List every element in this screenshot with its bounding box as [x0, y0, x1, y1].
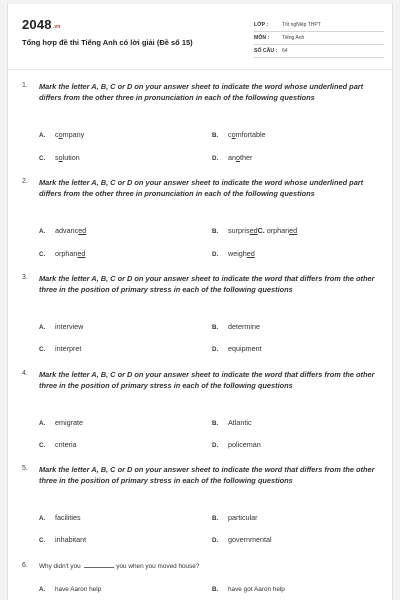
option-letter: C. [39, 251, 46, 258]
divider [254, 31, 384, 32]
option-c[interactable] [39, 153, 80, 162]
meta-key: LỚP : [254, 22, 269, 28]
option-text: lution [62, 153, 80, 162]
divider [254, 44, 384, 45]
question-text-before: Why didn't you [39, 563, 81, 570]
question-text: Mark the letter A, B, C or D on your answer sheet to indicate the word that differs from the other three in the position of primary stress in each of the following questions [39, 465, 375, 485]
question-number: 4. [22, 370, 28, 377]
page-title: Tổng hợp đề thi Tiếng Anh có lời giải (Đề số 15) [22, 38, 193, 47]
option-letter: A. [39, 228, 46, 235]
option-b[interactable] [212, 513, 258, 522]
option-text: weigh [228, 249, 247, 258]
question-text: Mark the letter A, B, C or D on your answer sheet to indicate the word whose underlined part differs from the other three in pronunciation in each of the following questions [39, 82, 364, 102]
exam-page [7, 4, 393, 600]
meta-key: SỐ CÂU : [254, 48, 278, 54]
option-text: interpret [55, 344, 82, 353]
question-number: 2. [22, 178, 28, 185]
option-underlined: ed [77, 249, 86, 258]
site-logo[interactable] [22, 17, 61, 32]
option-letter: A. [39, 586, 46, 593]
option-text: inhabitant [55, 535, 87, 544]
option-text: an [228, 153, 236, 162]
option-letter: B. [212, 228, 219, 235]
option-underlined: o [236, 153, 240, 162]
option-d[interactable] [212, 249, 255, 258]
option-text: c [228, 130, 232, 139]
option-letter: C. [39, 155, 46, 162]
option-text: interview [55, 322, 84, 331]
question-number: 1. [22, 82, 28, 89]
option-letter: C. [39, 442, 46, 449]
option-text: have Aaron help [55, 586, 102, 593]
option-letter: A. [39, 324, 46, 331]
option-c[interactable] [39, 440, 77, 449]
option-underlined: ed [246, 249, 255, 258]
option-b[interactable] [212, 586, 285, 593]
logo-main: 2048 [22, 17, 52, 32]
meta-class [254, 22, 382, 28]
question-text [39, 562, 379, 571]
option-letter: B. [212, 132, 219, 139]
option-letter: B. [212, 586, 219, 593]
option-letter: B. [212, 324, 219, 331]
option-text: advanc [55, 226, 79, 235]
option-letter: A. [39, 420, 46, 427]
option-letter: D. [212, 346, 219, 353]
option-text: c [55, 130, 59, 139]
question-text: Mark the letter A, B, C or D on your answer sheet to indicate the word that differs from the other three in the position of primary stress in each of the following questions [39, 370, 375, 390]
question-text: Mark the letter A, B, C or D on your answer sheet to indicate the word whose underlined part differs from the other three in pronunciation in each of the following questions [39, 178, 364, 198]
option-c[interactable] [39, 344, 81, 353]
option-underlined: ed [289, 226, 298, 235]
meta-value: Tốt ngNiệp THPT [282, 22, 321, 28]
option-text: mpany [62, 130, 85, 139]
option-underlined: o [58, 153, 63, 162]
option-text: policeman [228, 440, 261, 449]
option-text: Atlantic [228, 418, 252, 427]
option-text: emigrate [55, 418, 83, 427]
option-letter: D. [212, 251, 219, 258]
option-underlined: ed [249, 226, 258, 235]
option-c[interactable] [39, 249, 85, 258]
option-d[interactable] [212, 153, 252, 162]
meta-count [254, 48, 382, 54]
option-b[interactable] [212, 130, 266, 139]
meta-subject [254, 35, 382, 41]
option-text: determine [228, 322, 260, 331]
option-text: have got Aaron help [228, 586, 285, 593]
option-letter: A. [39, 515, 46, 522]
answer-blank [84, 562, 114, 568]
option-text: criteria [55, 440, 77, 449]
option-letter: B. [212, 420, 219, 427]
option-letter: C. [39, 537, 46, 544]
option-text: orphan [264, 226, 290, 235]
option-underlined: o [58, 130, 63, 139]
option-a[interactable] [39, 130, 84, 139]
meta-value: Tiếng Anh [282, 35, 305, 41]
option-b[interactable] [212, 322, 260, 331]
option-letter: D. [212, 537, 219, 544]
option-d[interactable] [212, 535, 272, 544]
header-divider [8, 69, 392, 70]
option-a[interactable] [39, 226, 86, 235]
option-underlined: o [231, 130, 236, 139]
option-letter: D. [212, 155, 219, 162]
question-number: 3. [22, 274, 28, 281]
option-letter: A. [39, 132, 46, 139]
option-b[interactable] [212, 226, 297, 235]
meta-value: 64 [282, 48, 288, 54]
option-a[interactable] [39, 586, 101, 593]
option-a[interactable] [39, 322, 83, 331]
option-a[interactable] [39, 418, 83, 427]
option-text: orphan [55, 249, 78, 258]
option-d[interactable] [212, 440, 261, 449]
option-text: ther [240, 153, 253, 162]
option-letter: B. [212, 515, 219, 522]
divider [254, 57, 384, 58]
option-letter: D. [212, 442, 219, 449]
question-number: 6. [22, 562, 28, 569]
option-d[interactable] [212, 344, 262, 353]
option-underlined: ed [78, 226, 87, 235]
option-text: C. [257, 226, 265, 235]
option-text: mfortable [235, 130, 266, 139]
logo-sub: .vn [52, 24, 61, 30]
option-text: governmental [228, 535, 272, 544]
option-text: s [55, 153, 59, 162]
option-text: surpris [228, 226, 250, 235]
option-text: equipment [228, 344, 262, 353]
option-text: facilities [55, 513, 81, 522]
meta-key: MÔN : [254, 35, 270, 41]
option-letter: C. [39, 346, 46, 353]
option-b[interactable] [212, 418, 252, 427]
option-a[interactable] [39, 513, 81, 522]
question-number: 5. [22, 465, 28, 472]
question-text: Mark the letter A, B, C or D on your answer sheet to indicate the word that differs from the other three in the position of primary stress in each of the following questions [39, 274, 375, 294]
question-text-after: you when you moved house? [116, 563, 200, 570]
option-text: particular [228, 513, 258, 522]
option-c[interactable] [39, 535, 86, 544]
